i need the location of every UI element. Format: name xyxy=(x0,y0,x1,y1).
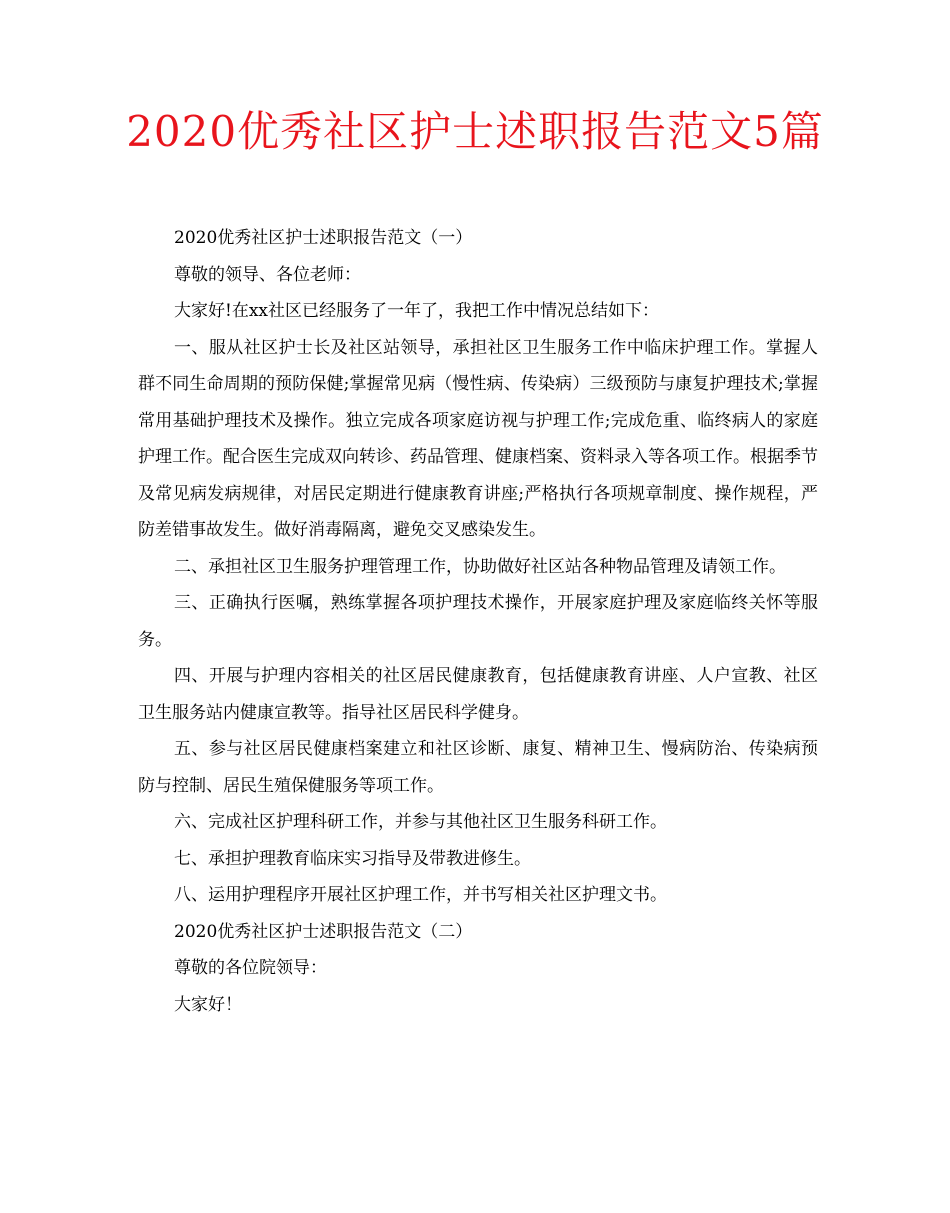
duty-item-5: 五、参与社区居民健康档案建立和社区诊断、康复、精神卫生、慢病防治、传染病预防与控制、居民生殖保健服务等项工作。 xyxy=(138,739,818,796)
duty-item-3: 三、正确执行医嘱，熟练掌握各项护理技术操作，开展家庭护理及家庭临终关怀等服务。 xyxy=(138,593,818,650)
duty-item-4: 四、开展与护理内容相关的社区居民健康教育，包括健康教育讲座、人户宣教、社区卫生服务站内健康宣教等。指导社区居民科学健身。 xyxy=(138,666,818,723)
section-heading-1: 2020优秀社区护士述职报告范文（一） xyxy=(174,228,473,248)
greeting-2: 大家好！ xyxy=(174,994,242,1015)
duty-item-8: 八、运用护理程序开展社区护理工作，并书写相关社区护理文书。 xyxy=(174,885,667,905)
duty-item-6: 六、完成社区护理科研工作，并参与其他社区卫生服务科研工作。 xyxy=(174,812,667,832)
greeting: 大家好!在xx社区已经服务了一年了，我把工作中情况总结如下： xyxy=(174,301,660,321)
document-body xyxy=(138,220,818,1023)
section-heading-2: 2020优秀社区护士述职报告范文（二） xyxy=(174,921,473,942)
duty-item-2: 二、承担社区卫生服务护理管理工作，协助做好社区站各种物品管理及请领工作。 xyxy=(174,556,786,577)
duty-item-7: 七、承担护理教育临床实习指导及带教进修生。 xyxy=(174,848,531,869)
salutation-2: 尊敬的各位院领导： xyxy=(174,958,327,978)
salutation: 尊敬的领导、各位老师： xyxy=(174,264,361,285)
document-title: 2020优秀社区护士述职报告范文5篇 xyxy=(126,107,824,156)
duty-item-1: 一、服从社区护士长及社区站领导，承担社区卫生服务工作中临床护理工作。掌握人群不同生命周期的预防保健;掌握常见病（慢性病、传染病）三级预防与康复护理技术;掌握常用基础护理技术及操作。独立完成各项家庭访视与护理工作;完成危重、临终病人的家庭护理工作。配合医生完成双向转诊、药品管理、健康档案、资料录入等各项工作。根据季节及常见病发病规律，对居民定期进行健康教育讲座;严格执行各项规章制度、操作规程，严防差错事故发生。做好消毒隔离，避免交叉感染发生。 xyxy=(138,337,818,540)
